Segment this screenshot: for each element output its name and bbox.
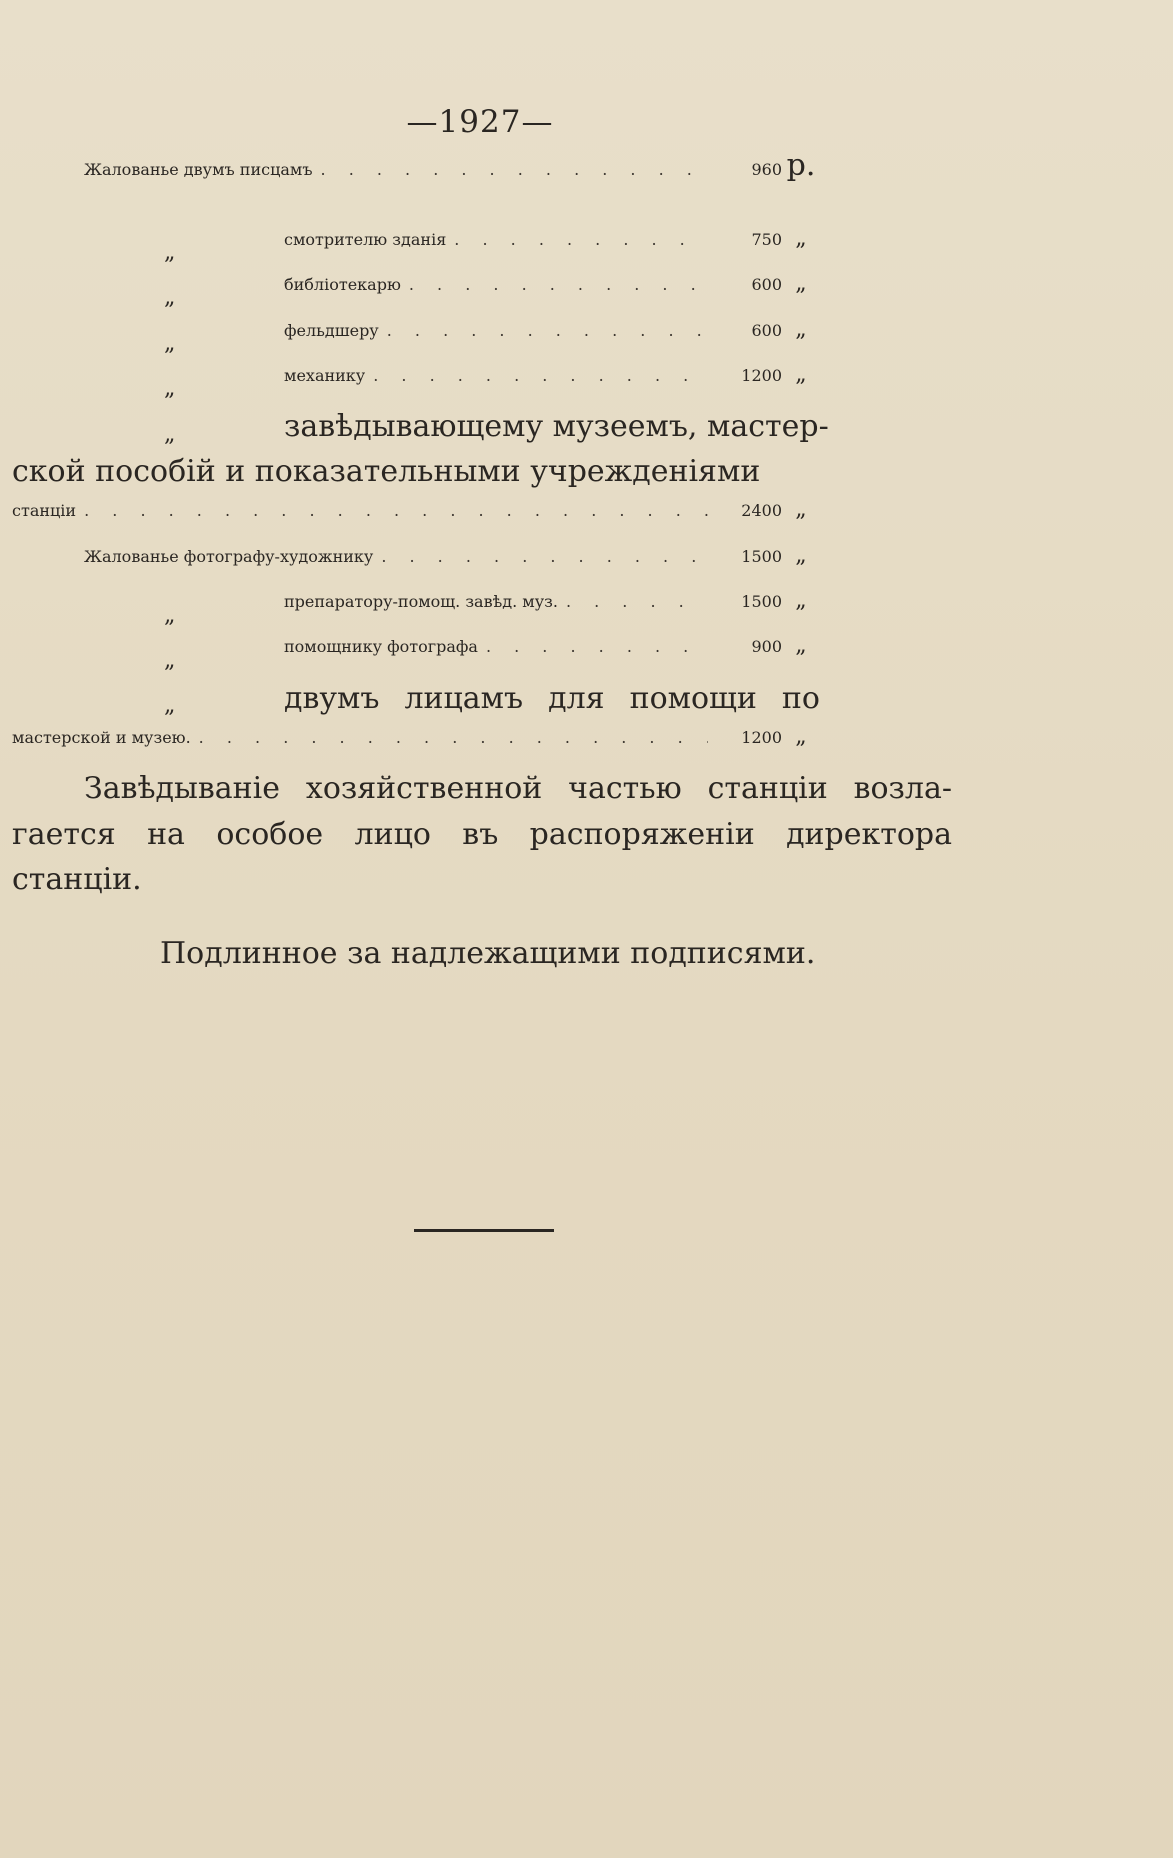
entry-unit: „ (795, 317, 807, 342)
paragraph-line: станціи. (12, 862, 142, 897)
salary-entry (284, 317, 820, 357)
ditto-mark: „ (164, 693, 176, 718)
entry-unit: „ (795, 633, 807, 658)
entry-unit: „ (795, 497, 807, 522)
salary-entry (284, 362, 820, 402)
paragraph-line: гается на особое лицо въ распоряженіи директора (12, 817, 952, 852)
page-number: —1927— (406, 104, 554, 140)
entry-label-continuation: ской пособій и показательными учрежденіями (12, 454, 761, 489)
leader-dots (191, 728, 708, 747)
leader-dots (558, 592, 708, 611)
ditto-mark: „ (164, 285, 176, 310)
leader-dots (446, 230, 708, 249)
entry-label: помощнику фотографа (284, 637, 478, 656)
entry-amount: 1200 (741, 366, 782, 385)
leader-dots (401, 275, 708, 294)
entry-amount: 1500 (741, 592, 782, 611)
entry-amount: 750 (751, 230, 782, 249)
entry-amount: 1200 (741, 728, 782, 747)
signature-note: Подлинное за надлежащими подписями. (160, 936, 816, 971)
entry-unit: „ (795, 362, 807, 387)
entry-label: завѣдывающему музеемъ, мастер- (284, 409, 829, 444)
entry-unit: р. (786, 148, 816, 183)
salary-entry (284, 588, 820, 628)
leader-dots (478, 637, 708, 656)
leader-dots (76, 501, 708, 520)
entry-label: смотрителю зданія (284, 230, 447, 249)
entry-label: станціи (12, 501, 77, 520)
salary-entry (84, 148, 820, 188)
entry-unit: „ (795, 226, 807, 251)
salary-entry (12, 724, 820, 764)
entry-unit: „ (795, 724, 807, 749)
ditto-mark: „ (164, 603, 176, 628)
entry-label: механику (284, 366, 366, 385)
salary-entry (12, 497, 820, 537)
entry-label: фельдшеру (284, 321, 379, 340)
salary-entry (284, 271, 820, 311)
entry-unit: „ (795, 543, 807, 568)
entry-amount: 600 (751, 275, 782, 294)
ditto-mark: „ (164, 648, 176, 673)
ditto-mark: „ (164, 422, 176, 447)
ditto-mark: „ (164, 240, 176, 265)
leader-dots (379, 321, 708, 340)
salary-entry (284, 633, 820, 673)
entry-amount: 900 (751, 637, 782, 656)
entry-label: препаратору-помощ. завѣд. муз. (284, 592, 558, 611)
leader-dots (313, 160, 708, 179)
entry-label: библіотекарю (284, 275, 401, 294)
ditto-mark: „ (164, 376, 176, 401)
entry-label: Жалованье двумъ писцамъ (84, 160, 313, 179)
entry-amount: 2400 (741, 501, 782, 520)
salary-entry (284, 226, 820, 266)
entry-label: мастерской и музею. (12, 728, 191, 747)
entry-amount: 960 (751, 160, 782, 179)
entry-unit: „ (795, 271, 807, 296)
ditto-mark: „ (164, 331, 176, 356)
entry-label: Жалованье фотографу-художнику (84, 547, 374, 566)
leader-dots (365, 366, 708, 385)
leader-dots (373, 547, 708, 566)
salary-entry (84, 543, 820, 583)
entry-unit: „ (795, 588, 807, 613)
entry-label: двумъ лицамъ для помощи по (284, 681, 820, 716)
paragraph-line: Завѣдываніе хозяйственной частью станціи возла- (84, 771, 952, 806)
entry-amount: 600 (751, 321, 782, 340)
entry-amount: 1500 (741, 547, 782, 566)
closing-rule (414, 1229, 554, 1232)
